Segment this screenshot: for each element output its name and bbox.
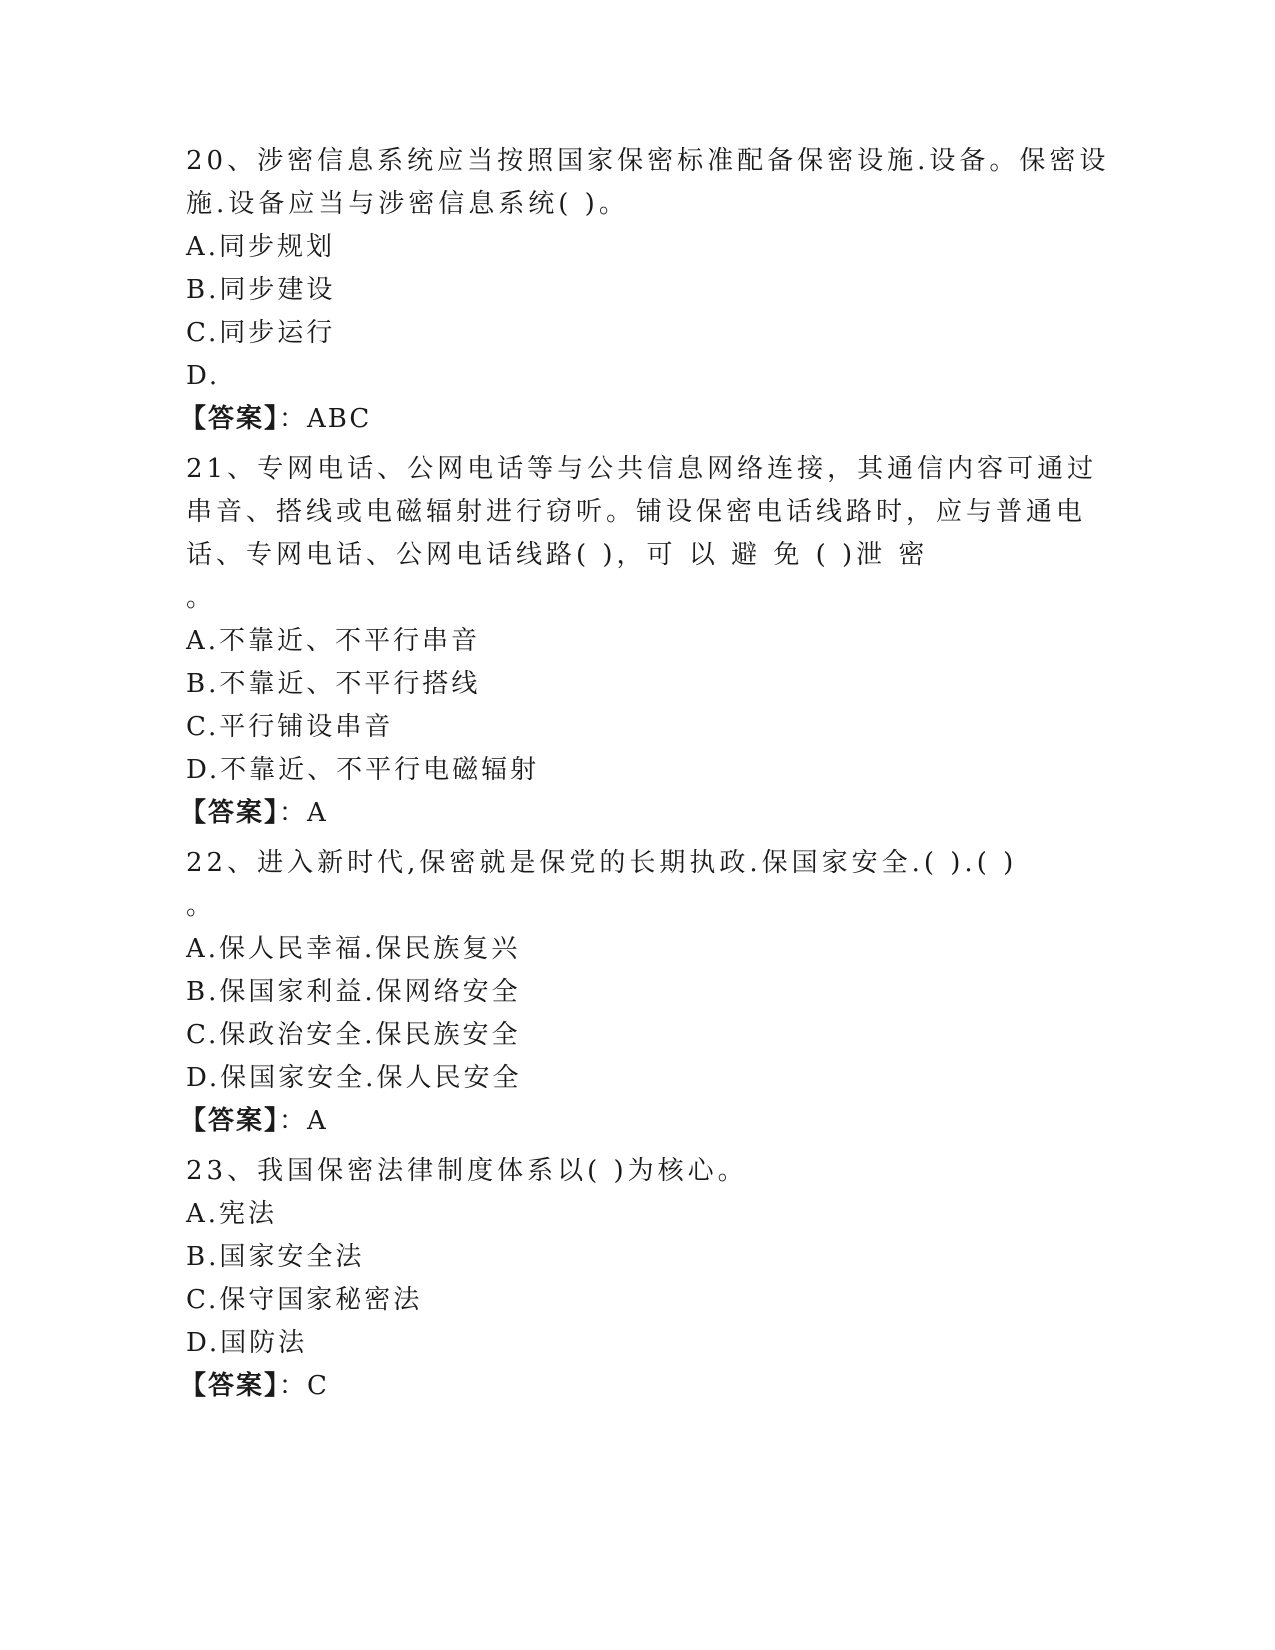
answer-value: ：ABC — [279, 404, 372, 434]
option-c: C.保政治安全.保民族安全 — [186, 1020, 521, 1050]
option-b: B.不靠近、不平行搭线 — [186, 669, 481, 699]
question-stem-line: 20、涉密信息系统应当按照国家保密标准配备保密设施.设备。保密设 — [186, 146, 1110, 176]
option-a: A.不靠近、不平行串音 — [186, 626, 481, 656]
answer-value: ：A — [279, 798, 328, 828]
question-stem-line: 23、我国保密法律制度体系以( )为核心。 — [186, 1156, 748, 1186]
question-22 — [180, 842, 1076, 1143]
answer-label: 【答案】 — [180, 1371, 280, 1401]
option-a: A.宪法 — [186, 1199, 278, 1229]
question-stem-line: 施.设备应当与涉密信息系统( )。 — [186, 189, 629, 219]
option-b: B.同步建设 — [186, 275, 336, 305]
answer-value: ：C — [279, 1371, 329, 1401]
answer-line — [180, 1365, 1076, 1408]
question-20 — [180, 140, 1110, 441]
option-c: C.同步运行 — [186, 318, 336, 348]
option-d: D. — [186, 361, 221, 391]
answer-line — [180, 792, 1076, 835]
option-d: D.不靠近、不平行电磁辐射 — [186, 755, 540, 785]
option-c: C.平行铺设串音 — [186, 712, 394, 742]
question-stem-line: 22、进入新时代,保密就是保党的长期执政.保国家安全.( ).( ) — [186, 848, 1018, 878]
option-b: B.保国家利益.保网络安全 — [186, 977, 521, 1007]
question-stem-line: 。 — [186, 891, 217, 921]
question-stem-line: 串音、搭线或电磁辐射进行窃听。铺设保密电话线路时，应与普通电 — [186, 497, 1087, 527]
answer-label: 【答案】 — [180, 1106, 280, 1136]
answer-label: 【答案】 — [180, 404, 280, 434]
question-stem-line: 21、专网电话、公网电话等与公共信息网络连接，其通信内容可通过 — [186, 454, 1098, 484]
answer-line — [180, 1100, 1076, 1143]
option-d: D.国防法 — [186, 1328, 308, 1358]
option-b: B.国家安全法 — [186, 1242, 365, 1272]
option-a: A.保人民幸福.保民族复兴 — [186, 934, 521, 964]
option-d: D.保国家安全.保人民安全 — [186, 1063, 522, 1093]
answer-value: ：A — [279, 1106, 328, 1136]
option-c: C.保守国家秘密法 — [186, 1285, 423, 1315]
question-stem-line: 话、专网电话、公网电话线路( )，可 以 避 免 ( )泄 密 — [186, 540, 929, 570]
question-23 — [180, 1150, 1076, 1408]
option-a: A.同步规划 — [186, 232, 336, 262]
answer-line — [180, 398, 1076, 441]
question-21 — [180, 448, 1098, 835]
question-stem-line: 。 — [186, 583, 217, 613]
answer-label: 【答案】 — [180, 798, 280, 828]
